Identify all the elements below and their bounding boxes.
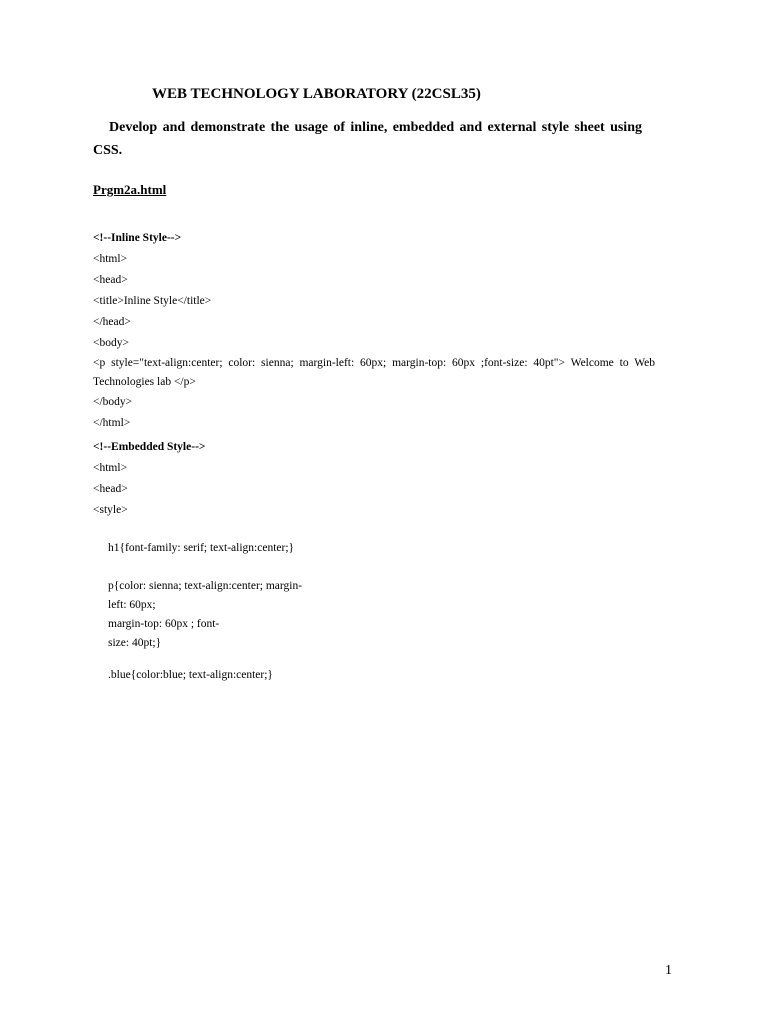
code-line: <title>Inline Style</title> (93, 295, 212, 307)
inline-style-comment: <!--Inline Style--> (93, 232, 182, 244)
paragraph-code-line: <p style="text-align:center; color: sienna; margin-left: 60px; margin-top: 60px ;font-size: 40pt"> Welcome to Web Technologies lab </p> (93, 357, 655, 388)
css-blue-rule: .blue{color:blue; text-align:center;} (108, 669, 273, 681)
css-h1-rule: h1{font-family: serif; text-align:center;} (108, 542, 295, 554)
file-name-heading: Prgm2a.html (93, 182, 167, 197)
css-p-rule-line: p{color: sienna; text-align:center; margin- (108, 580, 303, 592)
embedded-style-comment: <!--Embedded Style--> (93, 441, 206, 453)
css-p-rule-line: left: 60px; (108, 599, 156, 611)
code-line: </body> (93, 396, 133, 408)
code-line: <head> (93, 274, 128, 286)
code-line: <style> (93, 504, 128, 516)
css-p-rule-line: size: 40pt;} (108, 637, 162, 649)
page-title: WEB TECHNOLOGY LABORATORY (22CSL35) (152, 86, 481, 102)
program-aim: Develop and demonstrate the usage of inline, embedded and external style sheet using CSS. (93, 120, 642, 158)
code-line: <head> (93, 483, 128, 495)
page-number: 1 (665, 963, 672, 978)
code-line: <body> (93, 337, 129, 349)
code-line: <html> (93, 462, 128, 474)
code-line: </html> (93, 417, 131, 429)
code-line: <html> (93, 253, 128, 265)
css-p-rule-line: margin-top: 60px ; font- (108, 618, 220, 630)
code-line: </head> (93, 316, 131, 328)
